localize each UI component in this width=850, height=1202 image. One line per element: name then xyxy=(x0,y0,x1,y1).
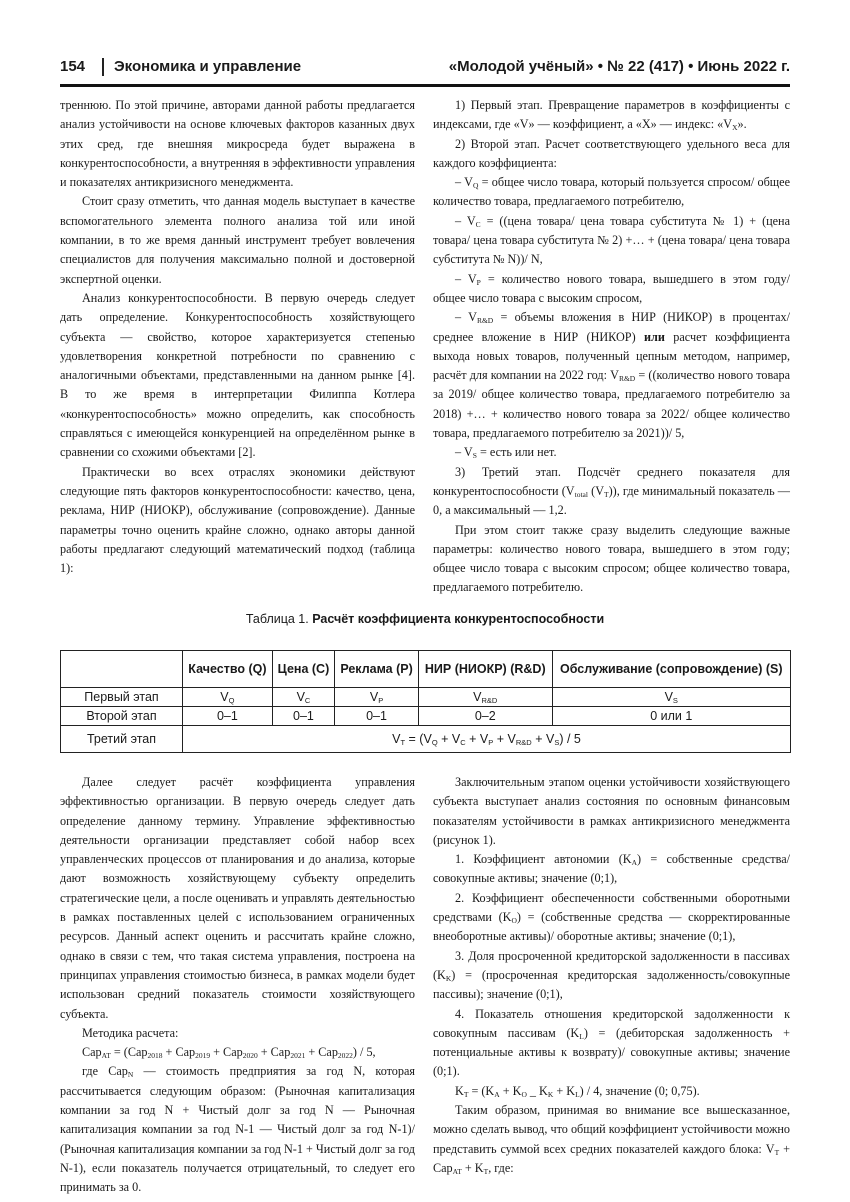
table-row xyxy=(61,707,791,726)
header-rule xyxy=(60,84,790,87)
list-item: 1. Коэффициент автономии $(K_A)$ = собственные средства/ совокупные активы; значение (0;1), xyxy=(433,852,790,886)
right-column-top xyxy=(433,96,790,598)
paragraph: Далее следует расчёт коэффициента управления эффективностью организации. В первую очередь следует дать определение данному термину. Управление эффективностью деятельности организации представляет собой набор всех управленческих процессов от планирования и до анализа, которые дают возможность хозяйствующему субъекту определить стратегические цели, а после оценивать и управлять деятельностью в рамках поставленных целей с использованием ограниченных ресурсов. Данный аспект оценить и рассчитать крайне сложно, однако в связи с тем, что такая система управления, построена на принципах управления стоимостью бизнеса, в рамках модели будет использован средний показатель стоимости хозяйствующего субъекта. xyxy=(60,775,415,1021)
paragraph: При этом стоит также сразу выделить следующие важные параметры: количество нового товара, вышедшего в этом году; общее число товара с высоким спросом; общее количество товара, предлагаемого потребителю. xyxy=(433,522,790,595)
paragraph: Анализ конкурентоспособности. В первую очередь следует дать определение. Конкурентоспособность хозяйствующего субъекта — свойство, которое характеризуется степенью удовлетворения конкретной потребности по сравнению с аналогичными объектами, представленными на данном рынке [4]. В то же время в интерпретации Филиппа Котлера «конкурентоспособность» можно определить, как способность справляться с имеющейся конкуренцией на определённом рынке в сравнении со схожими объектами [2]. xyxy=(60,290,415,460)
paragraph: Заключительным этапом оценки устойчивости хозяйствующего субъекта выступает анализ состояния по основным финансовым показателям устойчивости в рамках антикризисного менеджмента (рисунок 1). xyxy=(433,775,790,847)
table-cell: 0 или 1 xyxy=(552,707,790,726)
column-header: Цена (C) xyxy=(272,651,334,688)
table-corner xyxy=(61,651,183,688)
formula-vq: – $V_Q$ = общее число товара, который пользуется спросом/ общее количество товара, предлагаемого потребителю, xyxy=(433,175,790,209)
table-cell: 0–2 xyxy=(418,707,552,726)
paragraph: Практически во всех отраслях экономики действуют следующие пять факторов конкурентоспособности: качество, цена, реклама, НИР (НИОКР), обслуживание (сопровождение). Данные параметры точно оценить крайне сложно, однако авторы данной работы предлагают следующий математический подход (таблица 1): xyxy=(60,464,415,576)
list-item: 2. Коэффициент обеспеченности собственными оборотными средствами $(K_O)$ = (собственные средства — скорректированные внеоборотные активы)/ оборотные активы; значение (0;1), xyxy=(433,890,790,944)
row-label: Второй этап xyxy=(61,707,183,726)
table-header-row xyxy=(61,651,791,688)
table-row xyxy=(61,726,791,753)
row-label: Первый этап xyxy=(61,688,183,707)
list-item: 3. Доля просроченной кредиторской задолженности в пассивах $(K_K)$ = (просроченная кредиторская задолженность/совокупные пассивы); значение (0;1), xyxy=(433,948,790,1002)
table-cell: 0–1 xyxy=(335,707,419,726)
table-row xyxy=(61,688,791,707)
page-number: 154 xyxy=(60,58,86,75)
list-item: 4. Показатель отношения кредиторской задолженности к совокупным пассивам $(K_L)$ = (дебиторская задолженность + потенциальные активы к возврату)/ совокупные активы; значение (0;1). xyxy=(433,1006,790,1079)
step-1: 1) Первый этап. Превращение параметров в коэффициенты с индексами, где «V» — коэффициент, а «X» — индекс: «$V_X$». xyxy=(433,98,790,133)
right-column-bottom xyxy=(433,773,790,1178)
table-cell: 0–1 xyxy=(183,707,273,726)
formula-kt: $K_T = (K_A + K_O$ _ $K_K + K_L) / 4$, значение (0; 0,75). xyxy=(455,1083,700,1099)
paragraph: Стоит сразу отметить, что данная модель выступает в качестве вспомогательного элемента полного анализа той или иной компании, в то же время данный инструмент требует вовлечения специалистов для получения максимально полной и достоверной экспертной оценки. xyxy=(60,194,415,286)
row-label: Третий этап xyxy=(61,726,183,753)
step-2: 2) Второй этап. Расчет соответствующего удельного веса для каждого коэффициента: xyxy=(433,136,790,170)
table-cell: $V_S$ xyxy=(552,688,790,707)
paragraph: треннюю. По этой причине, авторами данной работы предлагается анализ устойчивости на основе ключевых факторов казанных двух этих сред, где внешняя микросреда будет выражена в конкурентоспособности, а внутренняя в эффективности управления и показателях антикризисного менеджмента. xyxy=(60,98,415,190)
formula-vs: – $V_S$ = есть или нет. xyxy=(455,445,557,461)
table-cell: $V_C$ xyxy=(272,688,334,707)
table-formula-cell: $V_T = (V_Q + V_C + V_P + V_{R\&D} + V_S) / 5$ xyxy=(183,726,791,753)
left-column-top xyxy=(60,96,415,578)
column-header: Обслуживание (сопровождение) (S) xyxy=(552,651,790,688)
column-header: Реклама (P) xyxy=(335,651,419,688)
table-cell: 0–1 xyxy=(272,707,334,726)
formula-vc: – $V_C$ = ((цена товара/ цена товара субститута № 1) + (цена товара/ цена товара субститута № 2) +… + (цена товара/ цена товара субститута № N))/ N, xyxy=(433,213,790,267)
journal-title: «Молодой учёный» • № 22 (417) • Июнь 2022 г. xyxy=(448,58,790,75)
header-divider xyxy=(102,58,104,76)
paragraph: Таким образом, принимая во внимание все вышесказанное, можно сделать вывод, что общий коэффициент устойчивости можно представить суммой всех средних показателей каждого блока: $V_T + Cap_{AT} + K_T$, где: xyxy=(433,1103,790,1176)
competitiveness-table xyxy=(60,650,791,753)
formula-vp: – $V_P$ = количество нового товара, вышедшего в этом году/ общее число товара с высоким спросом, xyxy=(433,271,790,305)
paragraph: Методика расчета: xyxy=(82,1025,179,1040)
paragraph: где Cap$_N$ — стоимость предприятия за год N, которая рассчитывается следующим образом: (Рыночная капитализация компании за год N + Чистый долг за год N — Рыночная капитализация компании за год N-1 — Чистый долг за год N-1)/ (Рыночная капитализация компании за год N-1 + Чистый долг за год N-1), если показатель получается отрицательный, то следует его принимать за 0. xyxy=(60,1064,416,1195)
table-cell: $V_{R\&D}$ xyxy=(418,688,552,707)
left-column-bottom xyxy=(60,773,415,1198)
section-title: Экономика и управление xyxy=(114,58,302,75)
running-header xyxy=(60,56,790,80)
formula-cap: Cap$_{AT}$ = (Cap$_{2018}$ + Cap$_{2019}$ + Cap$_{2020}$ + Cap$_{2021}$ + Cap$_{2022}$) / 5, xyxy=(82,1045,376,1061)
column-header: НИР (НИОКР) (R&D) xyxy=(418,651,552,688)
column-header: Качество (Q) xyxy=(183,651,273,688)
table-cell: $V_P$ xyxy=(335,688,419,707)
formula-vrd: – $V_{R\&D}$ = объемы вложения в НИР (НИКОР) в процентах/ среднее вложение в НИР (НИКОР) или расчет коэффициента выхода новых товаров, полученный цепным методом, например, расчёт для компании на 2022 год: $V_{R\&D}$ = ((количество нового товара за 2019/ общее количество товара, предлагаемого потребителю за 2018) +… + количество нового товара за 2022/ общее количество товара, предлагаемого потребителю за 2021))/ 5, xyxy=(433,310,791,441)
table-caption: Таблица 1. Расчёт коэффициента конкурентоспособности xyxy=(245,612,605,626)
table-cell: $V_Q$ xyxy=(183,688,273,707)
step-3: 3) Третий этап. Подсчёт среднего показателя для конкурентоспособности ($V_{total}$ $(V_T)$), где минимальный показатель — 0, а максимальный — 1,2. xyxy=(433,464,790,518)
